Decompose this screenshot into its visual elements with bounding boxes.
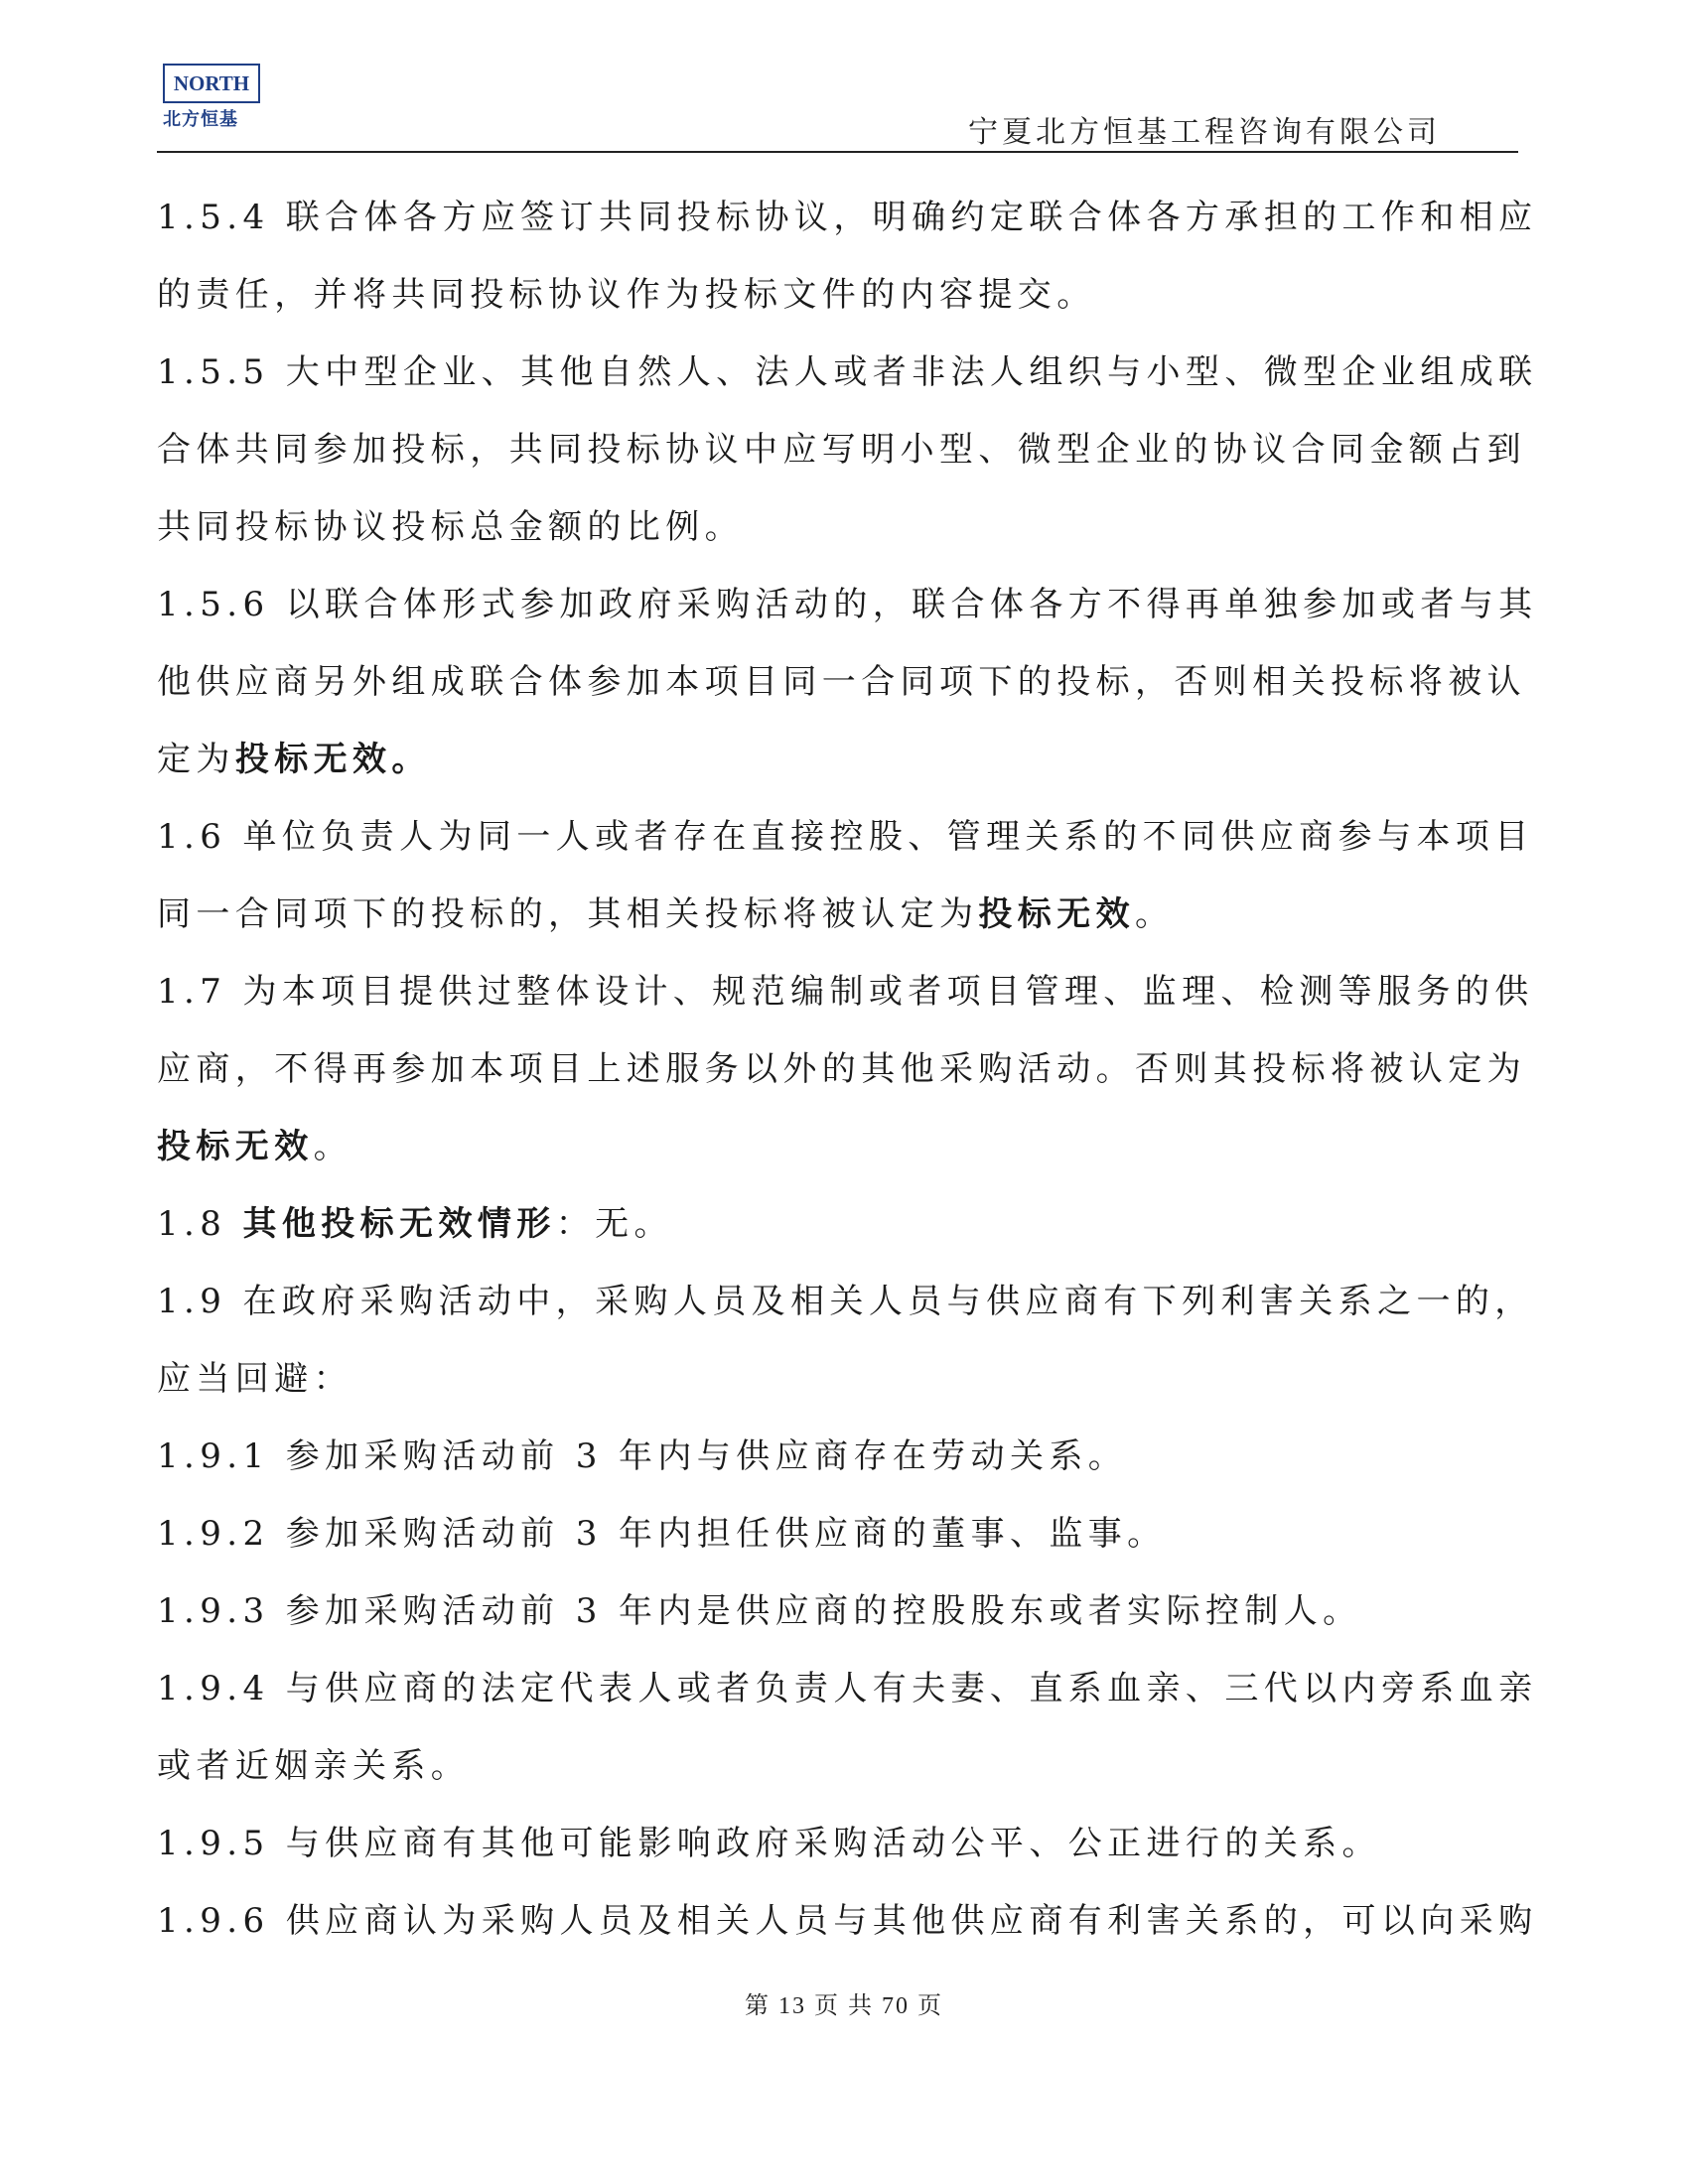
- text-line: 1.5.6 以联合体形式参加政府采购活动的，联合体各方不得再单独参加或者与其: [157, 585, 1538, 624]
- text-run: ：无。: [555, 1204, 673, 1244]
- text-line: [157, 1185, 1518, 1263]
- text-line: 1.5.5 大中型企业、其他自然人、法人或者非法人组织与小型、微型企业组成联: [157, 352, 1538, 392]
- text-line: 应当回避：: [157, 1359, 352, 1399]
- text-line: [157, 721, 1518, 798]
- text-run: 同一合同项下的投标的，其相关投标将被认定为: [157, 894, 979, 934]
- text-line: 的责任，并将共同投标协议作为投标文件的内容提交。: [157, 275, 1096, 315]
- text-line: 1.6 单位负责人为同一人或者存在直接控股、管理关系的不同供应商参与本项目: [157, 817, 1534, 857]
- page-number: 第 13 页 共 70 页: [745, 1993, 943, 2019]
- logo-subtext: 北方恒基: [163, 109, 238, 130]
- document-body: [157, 179, 1538, 1960]
- text-line: 1.9.5 与供应商有其他可能影响政府采购活动公平、公正进行的关系。: [157, 1824, 1381, 1863]
- text-line: 1.7 为本项目提供过整体设计、规范编制或者项目管理、监理、检测等服务的供: [157, 972, 1534, 1012]
- text-line: 1.9.6 供应商认为采购人员及相关人员与其他供应商有利害关系的，可以向采购: [157, 1901, 1538, 1941]
- bold-text-run: 投标无效: [157, 1127, 314, 1166]
- company-logo: [163, 64, 260, 131]
- text-line: 或者近姻亲关系。: [157, 1746, 471, 1786]
- page-footer: [0, 1985, 1688, 2020]
- text-run: 。: [313, 1127, 353, 1166]
- text-run: 。: [1135, 894, 1175, 934]
- text-line: 1.9.4 与供应商的法定代表人或者负责人有夫妻、直系血亲、三代以内旁系血亲: [157, 1669, 1538, 1708]
- header-divider: [157, 151, 1518, 153]
- text-line: 1.9.1 参加采购活动前 3 年内与供应商存在劳动关系。: [157, 1436, 1128, 1476]
- text-line: 合体共同参加投标，共同投标协议中应写明小型、微型企业的协议合同金额占到: [157, 430, 1526, 470]
- bold-text-run: 投标无效。: [234, 740, 431, 779]
- text-line: 1.9.3 参加采购活动前 3 年内是供应商的控股股东或者实际控制人。: [157, 1591, 1362, 1631]
- text-line: [157, 876, 1518, 953]
- logo-north-text: NORTH: [163, 64, 260, 103]
- text-line: 1.5.4 联合体各方应签订共同投标协议，明确约定联合体各方承担的工作和相应: [157, 198, 1538, 237]
- text-line: 1.9.2 参加采购活动前 3 年内担任供应商的董事、监事。: [157, 1514, 1167, 1554]
- text-line: 应商，不得再参加本项目上述服务以外的其他采购活动。否则其投标将被认定为: [157, 1049, 1526, 1089]
- header-company-name: 宁夏北方恒基工程咨询有限公司: [968, 115, 1441, 150]
- text-line: 他供应商另外组成联合体参加本项目同一合同项下的投标，否则相关投标将被认: [157, 662, 1526, 702]
- text-line: [157, 1108, 1518, 1185]
- bold-text-run: 其他投标无效情形: [242, 1204, 556, 1244]
- text-line: 共同投标协议投标总金额的比例。: [157, 507, 744, 547]
- bold-text-run: 投标无效: [978, 894, 1136, 934]
- text-line: 1.9 在政府采购活动中，采购人员及相关人员与供应商有下列利害关系之一的，: [157, 1282, 1534, 1321]
- text-run: 1.8: [157, 1204, 243, 1244]
- text-run: 定为: [157, 740, 235, 779]
